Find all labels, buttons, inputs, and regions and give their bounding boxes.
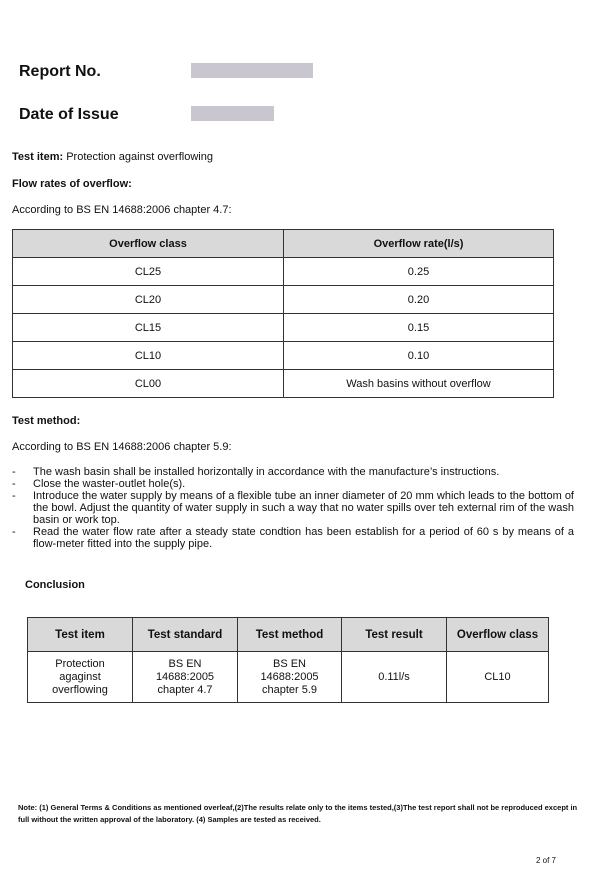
table-row — [13, 258, 554, 286]
table-header-row — [28, 618, 549, 652]
page-number: 2 of 7 — [535, 856, 556, 865]
header-test-result: Test result — [342, 618, 447, 652]
overflow-rates-table — [12, 229, 554, 398]
test-item-line — [12, 151, 213, 163]
conclusion-table — [27, 617, 549, 703]
cell-test-standard: BS EN 14688:2005 chapter 4.7 — [133, 652, 238, 703]
list-item: - Read the water flow rate after a steady state condtion has been establish for a period of 60 s by means of a flow-meter fitted into the supply pipe. — [12, 526, 574, 550]
header-test-item: Test item — [28, 618, 133, 652]
table-row — [28, 652, 549, 703]
test-item-value: Protection against overflowing — [66, 151, 213, 163]
list-item: - The wash basin shall be installed horizontally in accordance with the manufacture’s instructions. — [12, 466, 500, 478]
cell-class: CL20 — [13, 286, 284, 314]
cell-rate: 0.20 — [284, 286, 554, 314]
cell-class: CL25 — [13, 258, 284, 286]
table-row — [13, 286, 554, 314]
conclusion-heading: Conclusion — [25, 579, 85, 591]
date-of-issue-label: Date of Issue — [19, 106, 119, 123]
list-item: - Introduce the water supply by means of a flexible tube an inner diameter of 20 mm which leads to the bottom of the bowl. Adjust the quantity of water supply in such a way that no water spills over teh external rim of the wash basin or work top. — [12, 490, 574, 526]
cell-overflow-class: CL10 — [447, 652, 549, 703]
according-standard-4-7: According to BS EN 14688:2006 chapter 4.7: — [12, 204, 232, 216]
table-row — [13, 314, 554, 342]
header-overflow-class: Overflow class — [447, 618, 549, 652]
according-standard-5-9: According to BS EN 14688:2006 chapter 5.9: — [12, 441, 232, 453]
header-overflow-class: Overflow class — [13, 230, 284, 258]
table-header-row — [13, 230, 554, 258]
cell-rate: 0.10 — [284, 342, 554, 370]
footer-note: Note: (1) General Terms & Conditions as mentioned overleaf,(2)The results relate only to the items tested,(3)The test report shall not be reproduced except in full without the written approval of the laboratory. (4) Samples are tested as received. — [18, 803, 578, 824]
report-no-label: Report No. — [19, 63, 101, 80]
cell-rate: 0.15 — [284, 314, 554, 342]
table-row — [13, 370, 554, 398]
cell-rate: Wash basins without overflow — [284, 370, 554, 398]
cell-test-method: BS EN 14688:2005 chapter 5.9 — [238, 652, 342, 703]
header-overflow-rate: Overflow rate(l/s) — [284, 230, 554, 258]
test-method-heading: Test method: — [12, 415, 81, 427]
header-test-standard: Test standard — [133, 618, 238, 652]
list-item: - Close the waster-outlet hole(s). — [12, 478, 186, 490]
cell-test-item: Protection agaginst overflowing — [28, 652, 133, 703]
report-no-redacted — [191, 63, 313, 78]
test-method-steps — [12, 466, 574, 550]
test-item-label: Test item: — [12, 151, 64, 163]
cell-class: CL15 — [13, 314, 284, 342]
flow-rates-heading: Flow rates of overflow: — [12, 178, 132, 190]
header-test-method: Test method — [238, 618, 342, 652]
table-row — [13, 342, 554, 370]
date-redacted — [191, 106, 274, 121]
cell-rate: 0.25 — [284, 258, 554, 286]
cell-class: CL10 — [13, 342, 284, 370]
cell-class: CL00 — [13, 370, 284, 398]
cell-test-result: 0.11l/s — [342, 652, 447, 703]
